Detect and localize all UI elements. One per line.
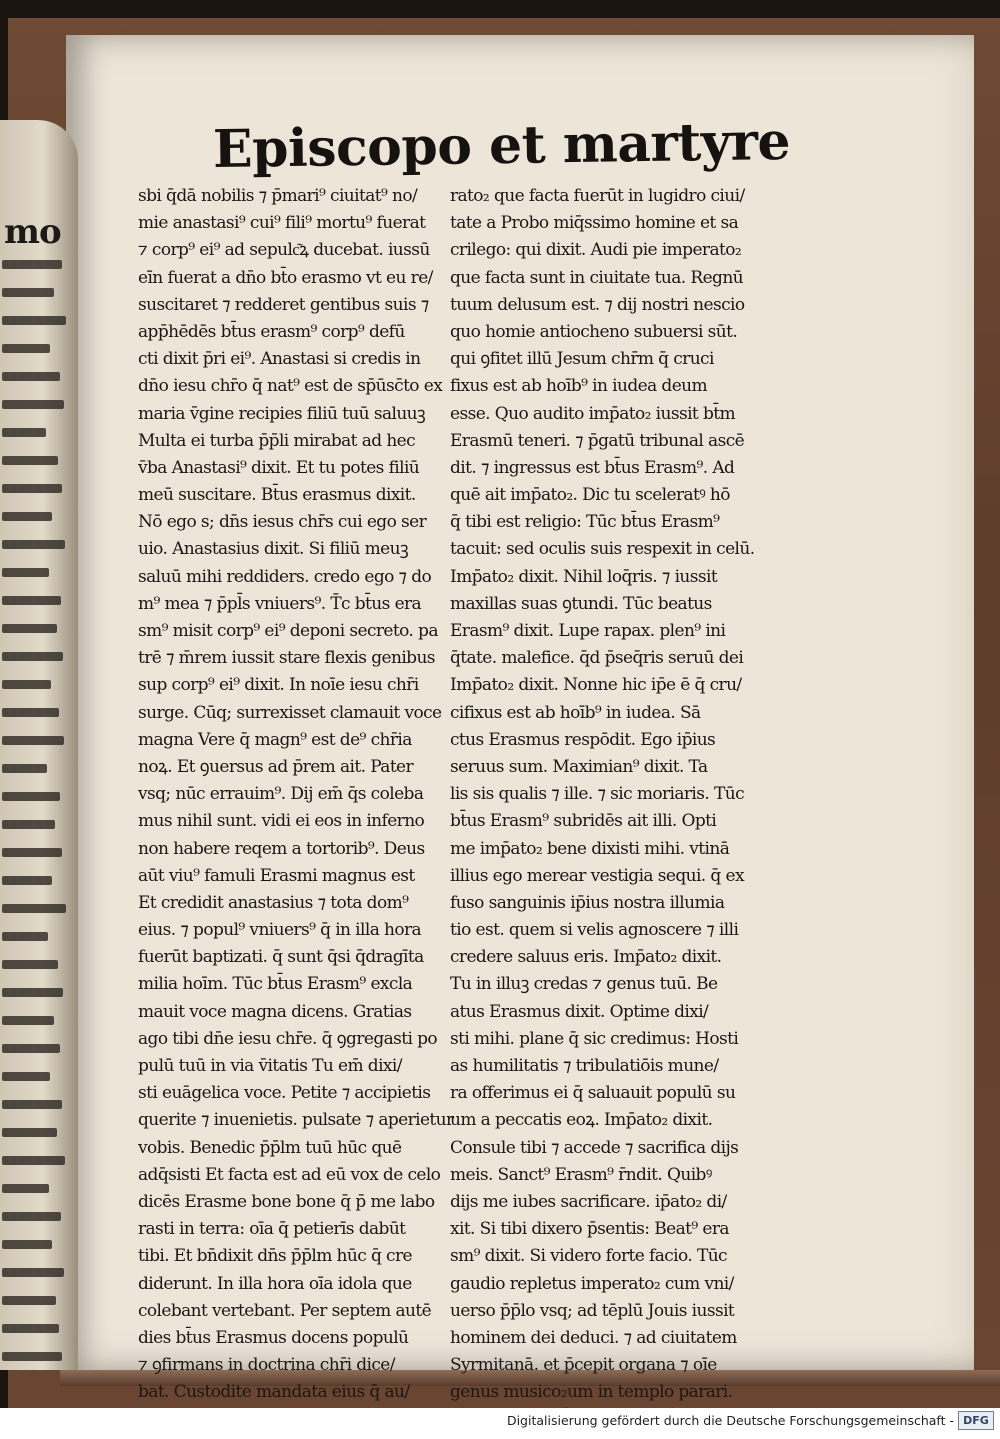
text-line: non habere reqem a tortorib⁹. Deus — [138, 838, 425, 859]
text-line: esse. Quo audito imp̄ato₂ iussit bt̄m — [450, 403, 735, 424]
text-line: lis sis qualis ⁊ ille. ⁊ sic moriaris. Tūc — [450, 784, 744, 805]
previous-leaf-line — [2, 1184, 49, 1193]
previous-leaf-line — [2, 1128, 57, 1137]
text-line: querite ⁊ inuenietis. pulsate ⁊ aperietur — [138, 1110, 454, 1131]
text-line: dijs me iubes sacrificare. ip̄ato₂ di/ — [450, 1191, 727, 1212]
text-line: Consule tibi ⁊ accede ⁊ sacrifica dijs — [450, 1137, 739, 1158]
previous-leaf-line — [2, 512, 52, 521]
text-line: m⁹ mea ⁊ p̄pl̄s vniuers⁹. T̄c bt̄us era — [138, 593, 422, 614]
text-line: quē ait imp̄ato₂. Dic tu sceleratꝰ hō — [450, 485, 730, 506]
text-line: dies bt̄us Erasmus docens populū — [138, 1327, 409, 1348]
previous-leaf-heading: mo — [4, 212, 61, 252]
text-line: me imp̄ato₂ bene dixisti mihi. vtinā — [450, 838, 730, 859]
text-line: magna Vere q̄ magn⁹ est de⁹ chr̄ia — [138, 729, 412, 750]
previous-leaf-line — [2, 1296, 56, 1305]
text-line: mie anastasi⁹ cui⁹ fili⁹ mortu⁹ fuerat — [138, 213, 426, 234]
text-line: Imp̄ato₂ dixit. Nonne hic ip̄e ē q̄ cru/ — [450, 675, 742, 696]
text-line: que facta sunt in ciuitate tua. Regnū — [450, 267, 744, 288]
previous-leaf-line — [2, 1100, 62, 1109]
text-line: hominem dei deduci. ⁊ ad ciuitatem — [450, 1327, 737, 1348]
text-line: uerso p̄p̄lo vsq; ad tēplū Jouis iussit — [450, 1300, 735, 1321]
text-line: Imp̄ato₂ dixit. Nihil loq̄ris. ⁊ iussit — [450, 566, 718, 587]
text-column-right — [450, 183, 780, 1408]
text-column-left — [138, 183, 458, 1408]
text-line: q̄ tibi est religio: Tūc bt̄us Erasm⁹ — [450, 512, 720, 533]
previous-leaf-line — [2, 680, 51, 689]
text-line: dit. ⁊ ingressus est bt̄us Erasm⁹. Ad — [450, 457, 735, 478]
text-line: as humilitatis ⁊ tribulatiōis mune/ — [450, 1056, 719, 1076]
previous-leaf-line — [2, 764, 47, 773]
running-title: Episcopo et martyre — [212, 110, 791, 181]
text-line: ago tibi dn̄e iesu chr̄e. q̄ ꝯgregasti po — [138, 1028, 438, 1049]
text-line: xit. Si tibi dixero p̄sentis: Beat⁹ era — [450, 1219, 729, 1240]
text-line: aūt viu⁹ famuli Erasmi magnus est — [138, 865, 415, 886]
previous-leaf-line — [2, 960, 58, 969]
previous-leaf — [0, 120, 78, 1370]
text-line: tuum delusum est. ⁊ dij nostri nescio — [450, 294, 745, 315]
text-line: v̄ba Anastasi⁹ dixit. Et tu potes filiū — [138, 457, 420, 478]
text-line: sup corp⁹ ei⁹ dixit. In noīe iesu chr̄i — [138, 675, 419, 696]
text-line: cifixus est ab hoīb⁹ in iudea. Sā — [450, 702, 701, 723]
text-line: tio est. quem si velis agnoscere ⁊ illi — [450, 920, 739, 941]
dfg-funding-notice: Digitalisierung gefördert durch die Deutsche Forschungsgemeinschaft - — [506, 1413, 954, 1428]
previous-leaf-line — [2, 1072, 50, 1081]
text-line: eīn fuerat a dn̄o bt̄o erasmo vt eu re/ — [138, 267, 433, 288]
previous-leaf-line — [2, 568, 49, 577]
text-line: ⁊ ꝯfirmans in doctrina chr̄i dice/ — [138, 1355, 395, 1376]
text-line: qui ꝯfitet illū Jesum chr̄m q̄ cruci — [450, 349, 714, 370]
previous-leaf-line — [2, 876, 52, 885]
text-line: mus nihil sunt. vidi ei eos in inferno — [138, 811, 425, 832]
previous-leaf-line — [2, 1156, 65, 1165]
text-line: cti dixit p̄ri ei⁹. Anastasi si credis in — [138, 349, 421, 370]
text-line: Tu in illuꝫ credas ⁊ genus tuū. Be — [450, 974, 718, 995]
text-line: milia hoīm. Tūc bt̄us Erasm⁹ excla — [138, 974, 413, 995]
previous-leaf-line — [2, 1324, 59, 1333]
previous-leaf-line — [2, 260, 62, 269]
text-line: Multa ei turba p̄p̄li mirabat ad hec — [138, 430, 416, 451]
text-line: meis. Sanct⁹ Erasm⁹ r̄ndit. Quibꝰ — [450, 1164, 712, 1185]
previous-leaf-line — [2, 1268, 64, 1277]
text-line: ⁊ corp⁹ ei⁹ ad sepulc͂ꝝ ducebat. iussū — [138, 240, 430, 261]
text-line: tate a Probo miq̄ssimo homine et sa — [450, 213, 739, 234]
previous-leaf-line — [2, 1240, 52, 1249]
text-line: dicēs Erasme bone bone q̄ p̄ me labo — [138, 1191, 435, 1212]
text-line: rasti in terra: oīa q̄ petierīs dabūt — [138, 1219, 406, 1240]
text-line: uio. Anastasius dixit. Si filiū meuꝫ — [138, 539, 409, 560]
previous-leaf-line — [2, 456, 58, 465]
previous-leaf-line — [2, 792, 60, 801]
text-line: atus Erasmus dixit. Optime dixi/ — [450, 1001, 709, 1022]
text-line: fixus est ab hoīb⁹ in iudea deum — [450, 376, 708, 397]
previous-leaf-line — [2, 288, 54, 297]
text-line: crilego: qui dixit. Audi pie imperato₂ — [450, 240, 742, 261]
previous-leaf-line — [2, 540, 65, 549]
text-line: bat. Custodite mandata eius q̄ au/ — [138, 1382, 410, 1403]
text-line: noꝝ. Et ꝯuersus ad p̄rem ait. Pater — [138, 756, 414, 777]
text-line: maxillas suas ꝯtundi. Tūc beatus — [450, 593, 712, 614]
text-line: pulū tuū in via v̄itatis Tu em̄ dixi/ — [138, 1056, 402, 1076]
text-line: vobis. Benedic p̄p̄lm tuū hūc quē — [138, 1137, 402, 1158]
previous-leaf-line — [2, 1352, 62, 1361]
text-line: fuerūt baptizati. q̄ sunt q̄si q̄dragīta — [138, 947, 424, 968]
text-line: eius. ⁊ popul⁹ vniuers⁹ q̄ in illa hora — [138, 920, 422, 941]
previous-leaf-text-lines — [2, 260, 68, 1370]
text-line: dn̄o iesu chr̄o q̄ nat⁹ est de sp̄ūsc̄to ex — [138, 376, 443, 397]
previous-leaf-line — [2, 344, 50, 353]
text-line: Nō ego s; dn̄s iesus chr̄s cui ego ser — [138, 512, 427, 533]
text-line: sm⁹ misit corp⁹ ei⁹ deponi secreto. pa — [138, 621, 438, 641]
text-line: bt̄us Erasm⁹ subridēs ait illi. Opti — [450, 811, 717, 832]
text-line: genus musico₂um in templo parari. — [450, 1382, 733, 1403]
previous-leaf-line — [2, 400, 64, 409]
text-line: ctus Erasmus respōdit. Ego ip̄ius — [450, 729, 716, 750]
previous-leaf-line — [2, 316, 66, 325]
text-line: sm⁹ dixit. Si videro forte facio. Tūc — [450, 1246, 727, 1267]
text-line: sbi q̄dā nobilis ⁊ p̄mari⁹ ciuitat⁹ no/ — [138, 186, 418, 206]
text-line: Erasmū teneri. ⁊ p̄gatū tribunal ascē — [450, 430, 745, 451]
previous-leaf-line — [2, 624, 57, 633]
text-line: um a peccatis eoꝝ. Imp̄ato₂ dixit. — [450, 1110, 713, 1131]
text-line: ra offerimus ei q̄ saluauit populū su — [450, 1083, 736, 1104]
text-line: rato₂ que facta fuerūt in lugidro ciui/ — [450, 186, 745, 206]
previous-leaf-line — [2, 848, 62, 857]
text-line: q̄tate. malefice. q̄d p̄seq̄ris seruū dei — [450, 648, 744, 669]
text-line: trē ⁊ m̄rem iussit stare flexis genibus — [138, 648, 435, 669]
text-line: Syrmitanā. et p̄cepit organa ⁊ oīe — [450, 1355, 717, 1376]
text-line: mauit voce magna dicens. Gratias — [138, 1001, 412, 1022]
text-line: quo homie antiocheno subuersi sūt. — [450, 321, 738, 342]
text-line: suscitaret ⁊ redderet gentibus suis ⁊ — [138, 294, 429, 315]
text-line: saluū mihi reddiders. credo ego ⁊ do — [138, 566, 432, 587]
previous-leaf-line — [2, 932, 48, 941]
previous-leaf-line — [2, 820, 55, 829]
previous-leaf-line — [2, 484, 62, 493]
text-line: adq̄sisti Et facta est ad eū vox de celo — [138, 1164, 441, 1185]
text-line: colebant vertebant. Per septem autē — [138, 1300, 432, 1321]
previous-leaf-line — [2, 1212, 61, 1221]
text-line: sti mihi. plane q̄ sic credimus: Hosti — [450, 1028, 739, 1049]
text-line: gaudio repletus imperato₂ cum vni/ — [450, 1273, 734, 1294]
text-line: seruus sum. Maximian⁹ dixit. Ta — [450, 756, 708, 777]
text-line: app̄hēdēs bt̄us erasm⁹ corp⁹ defū — [138, 321, 405, 342]
text-line: fuso sanguinis ip̄ius nostra illumia — [450, 892, 725, 913]
text-line: tacuit: sed oculis suis respexit in celū. — [450, 539, 755, 560]
text-line: illius ego merear vestigia sequi. q̄ ex — [450, 865, 744, 886]
text-line: meū suscitare. Bt̄us erasmus dixit. — [138, 485, 416, 506]
previous-leaf-line — [2, 428, 46, 437]
text-line: vsq; nūc errauim⁹. Dij em̄ q̄s coleba — [138, 784, 424, 805]
text-line: Et credidit anastasius ⁊ tota dom⁹ — [138, 892, 409, 913]
text-line: credere saluus eris. Imp̄ato₂ dixit. — [450, 947, 722, 968]
text-line: maria v̄gine recipies filiū tuū saluuꝫ — [138, 403, 426, 424]
previous-leaf-line — [2, 988, 63, 997]
previous-leaf-line — [2, 904, 66, 913]
text-line: sti euāgelica voce. Petite ⁊ accipietis — [138, 1083, 431, 1104]
previous-leaf-line — [2, 708, 59, 717]
previous-leaf-line — [2, 1016, 54, 1025]
previous-leaf-line — [2, 372, 60, 381]
text-line: Erasm⁹ dixit. Lupe rapax. plen⁹ ini — [450, 621, 726, 641]
previous-leaf-line — [2, 1044, 60, 1053]
text-line: surge. Cūq; surrexisset clamauit voce — [138, 702, 442, 723]
text-line: diderunt. In illa hora oīa idola que — [138, 1273, 412, 1294]
previous-leaf-line — [2, 652, 63, 661]
text-line: tibi. Et bn̄dixit dn̄s p̄p̄lm hūc q̄ cre — [138, 1246, 412, 1267]
dfg-logo: DFG — [958, 1411, 994, 1430]
previous-leaf-line — [2, 596, 61, 605]
previous-leaf-line — [2, 736, 64, 745]
